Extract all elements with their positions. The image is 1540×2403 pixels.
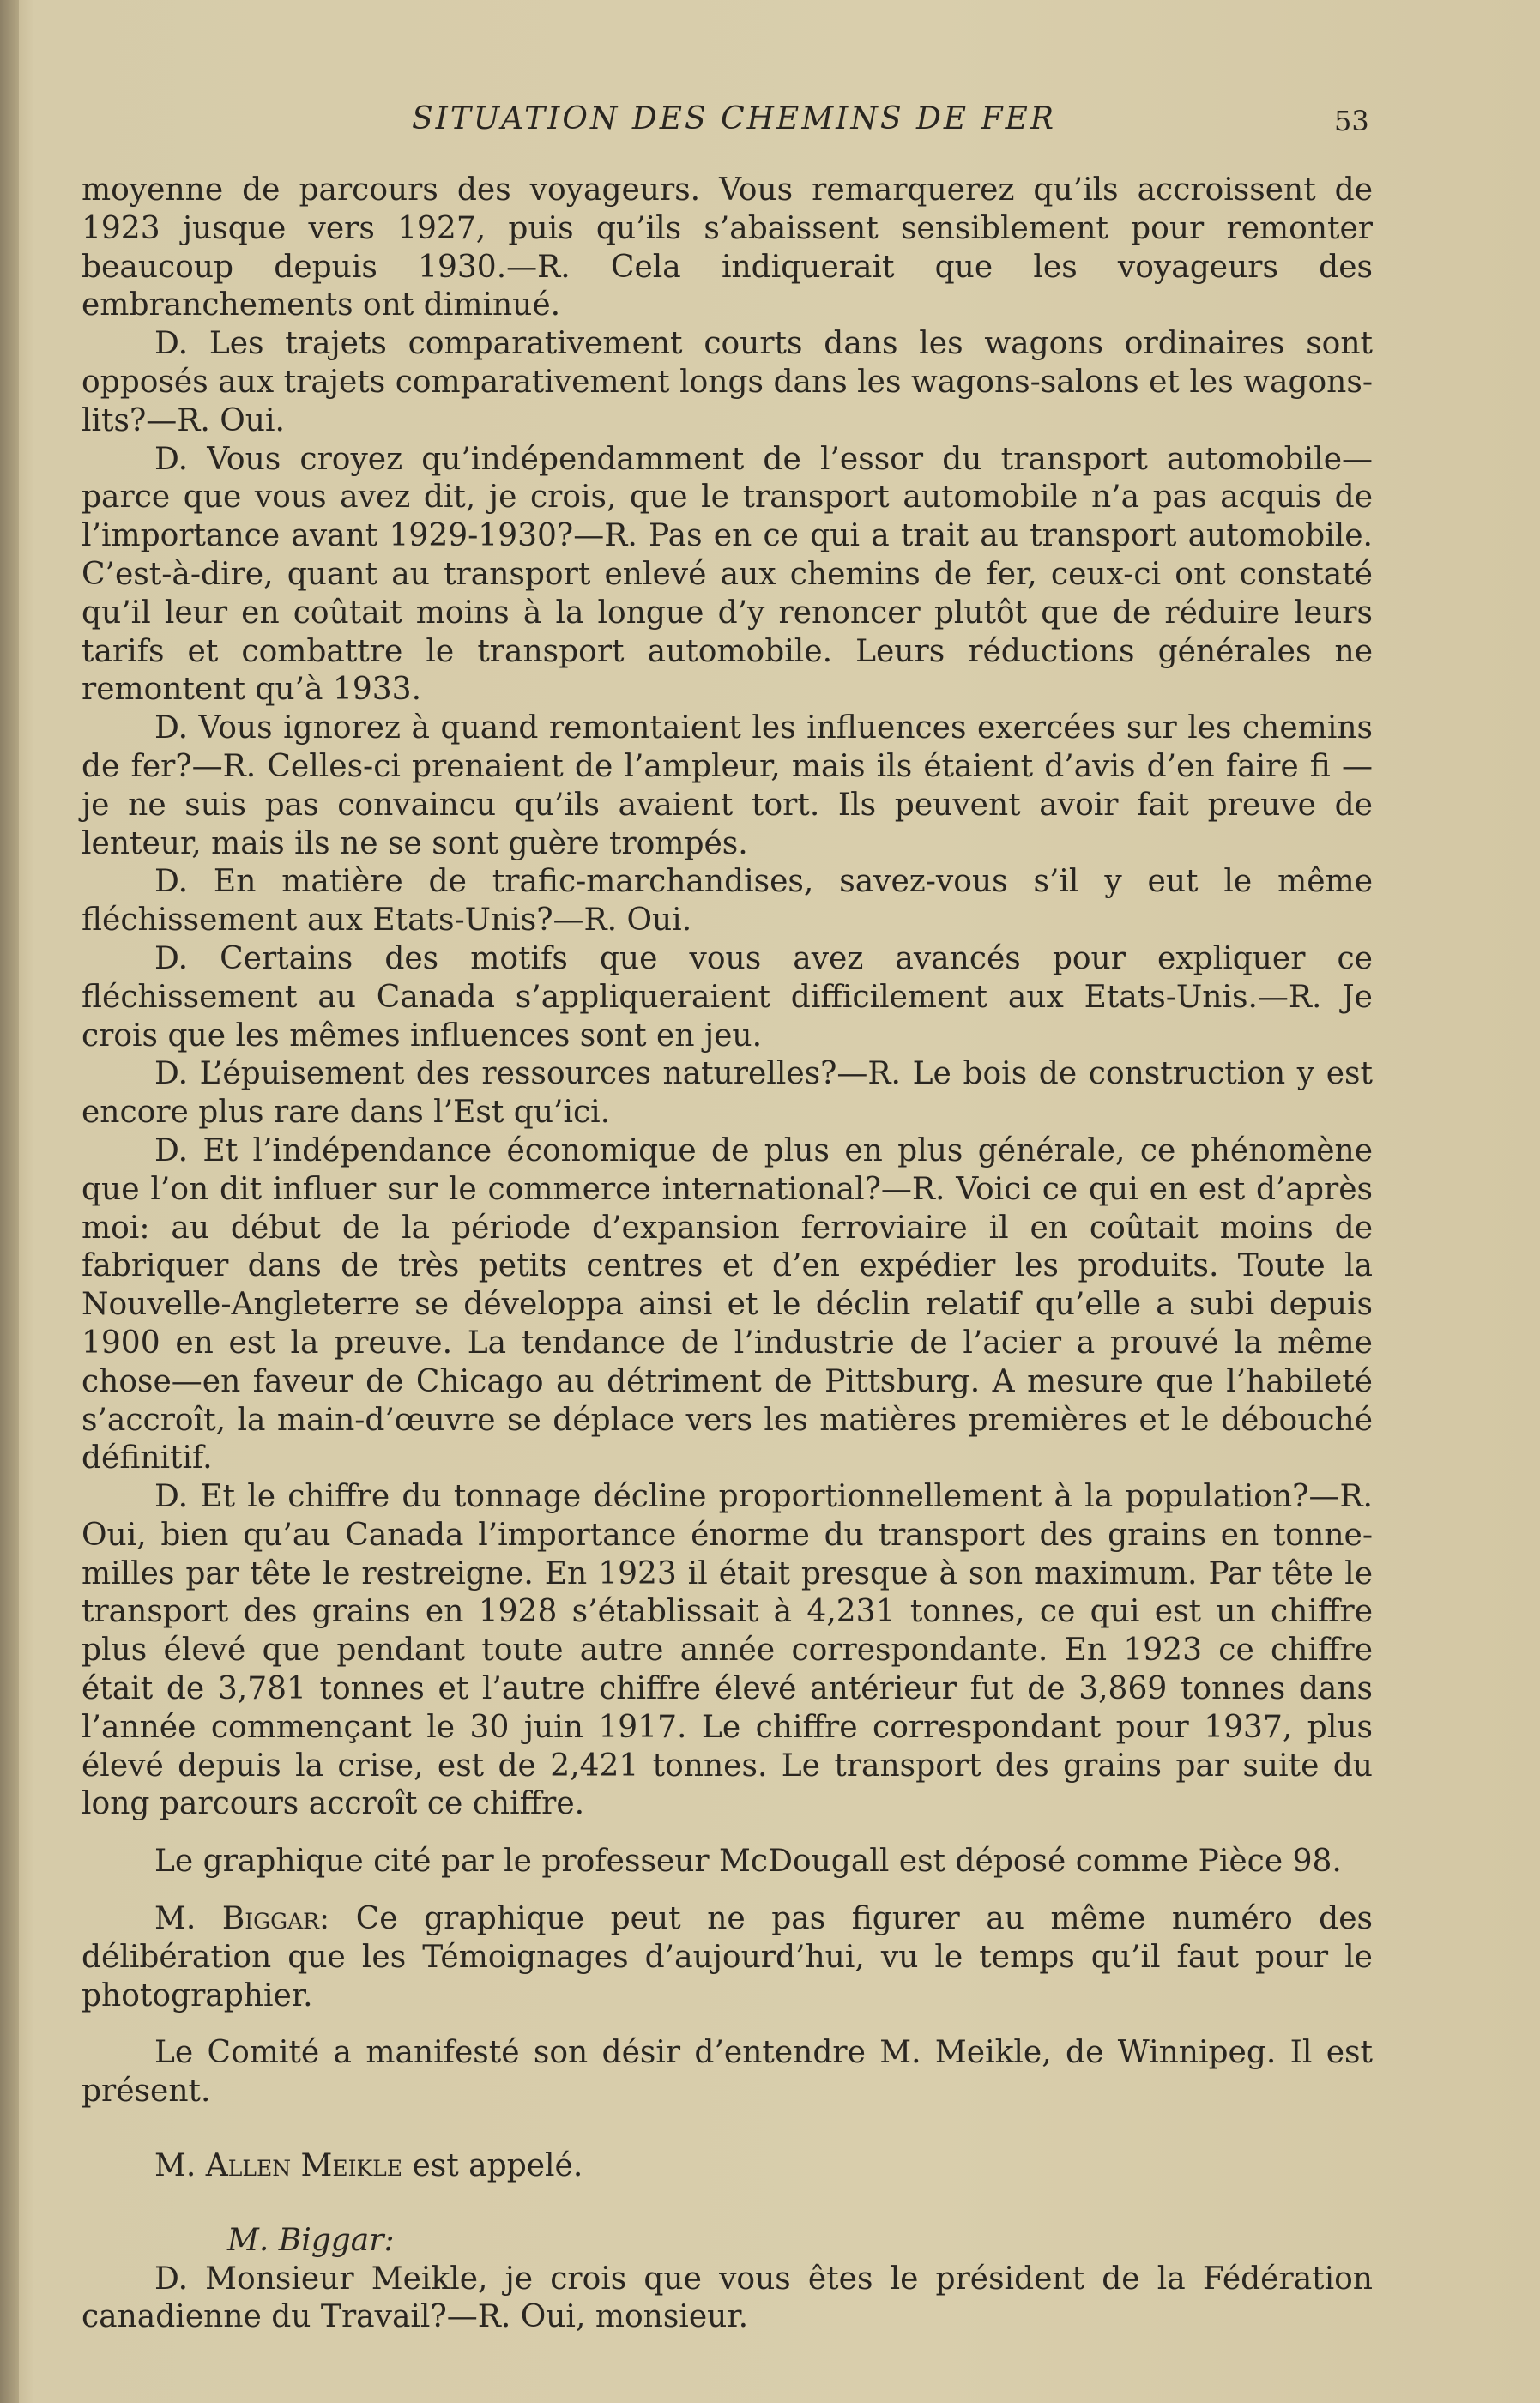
speaker-statement — [82, 1900, 1373, 2015]
paragraph-continuation: moyenne de parcours des voyageurs. Vous remarquerez qu’ils accroissent de 1923 jusque vers 1927, puis qu’ils s’abaissent sensiblement pour remonter beaucoup depuis 1930.—R. Cela indiquerait que les voyageurs des embranchements ont diminué. — [82, 172, 1373, 323]
page-number: 53 — [1334, 105, 1369, 137]
question-paragraph: D. Vous croyez qu’indépendamment de l’essor du transport automobile—parce que vous avez dit, je crois, que le transport automobile n’a pas acquis de l’importance avant 1929-1930?—R. Pas en ce qui a trait au transport automobile. C’est-à-dire, quant au transport enlevé aux chemins de fer, ceux-ci ont constaté qu’il leur en coûtait moins à la longue d’y renoncer plutôt que de réduire leurs tarifs et combattre le transport automobile. Leurs réductions générales ne remontent qu’à 1933. — [82, 441, 1373, 708]
exhibit-note: Le graphique cité par le professeur McDougall est déposé comme Pièce 98. — [154, 1844, 1342, 1880]
committee-note: Le Comité a manifesté son désir d’entendre M. Meikle, de Winnipeg. Il est présent. — [82, 2035, 1373, 2110]
question-paragraph: D. Monsieur Meikle, je crois que vous êtes le président de la Fédération canadienne du Travail?—R. Oui, monsieur. — [82, 2261, 1373, 2335]
body-text — [82, 172, 1373, 2337]
question-paragraph: D. Certains des motifs que vous avez avancés pour expliquer ce fléchissement au Canada s’appliqueraient difficilement aux Etats-Unis.—R. Je crois que les mêmes influences sont en jeu. — [82, 940, 1373, 1054]
book-spine-shadow — [0, 0, 19, 2403]
question-paragraph: D. Vous ignorez à quand remontaient les influences exercées sur les chemins de fer?—R. Celles-ci prenaient de l’ampleur, mais ils étaient d’avis d’en faire fi —je ne suis pas convaincu qu’ils avaient tort. Ils peuvent avoir fait preuve de lenteur, mais ils ne se sont guère trompés. — [82, 710, 1373, 861]
examiner-heading: M. Biggar: — [227, 2222, 395, 2258]
witness-prefix: M. — [154, 2148, 206, 2184]
witness-suffix: est appelé. — [402, 2148, 583, 2184]
page-header — [0, 101, 1540, 144]
question-paragraph: D. Et le chiffre du tonnage décline proportionnellement à la population?—R. Oui, bien qu’au Canada l’importance énorme du transport des grains en tonne-milles par tête le restreigne. En 1923 il était presque à son maximum. Par tête le transport des grains en 1928 s’établissait à 4,231 tonnes, ce qui est un chiffre plus élevé que pendant toute autre année correspondante. En 1923 ce chiffre était de 3,781 tonnes et l’autre chiffre élevé antérieur fut de 3,869 tonnes dans l’année commençant le 30 juin 1917. Le chiffre correspondant pour 1937, plus élevé depuis la crise, est de 2,421 tonnes. Le transport des grains par suite du long parcours accroît ce chiffre. — [82, 1479, 1373, 1822]
running-title: SITUATION DES CHEMINS DE FER — [412, 101, 1056, 136]
question-paragraph: D. Les trajets comparativement courts dans les wagons ordinaires sont opposés aux trajets comparativement longs dans les wagons-salons et les wagons-lits?—R. Oui. — [82, 326, 1373, 438]
speaker-name: M. Biggar: — [154, 1901, 330, 1937]
question-paragraph: D. Et l’indépendance économique de plus en plus générale, ce phénomène que l’on dit influer sur le commerce international?—R. Voici ce qui en est d’après moi: au début de la période d’expansion ferroviaire il en coûtait moins de fabriquer dans de très petits centres et d’en expédier les produits. Toute la Nouvelle-Angleterre se développa ainsi et le déclin relatif qu’elle a subi depuis 1900 en est la preuve. La tendance de l’industrie de l’acier a prouvé la même chose—en faveur de Chicago au détriment de Pittsburg. A mesure que l’habileté s’accroît, la main-d’œuvre se déplace vers les matières premières et le débouché définitif. — [82, 1132, 1373, 1476]
witness-name: Allen Meikle — [205, 2148, 403, 2184]
statement-text: Ce graphique peut ne pas figurer au même numéro des délibération que les Témoignages d’aujourd’hui, vu le temps qu’il faut pour le photographier. — [82, 1901, 1373, 2014]
question-paragraph: D. En matière de trafic-marchandises, savez-vous s’il y eut le même fléchissement aux Etats-Unis?—R. Oui. — [82, 864, 1373, 939]
witness-called — [82, 2147, 1373, 2186]
question-paragraph: D. L’épuisement des ressources naturelles?—R. Le bois de construction y est encore plus rare dans l’Est qu’ici. — [82, 1056, 1373, 1131]
